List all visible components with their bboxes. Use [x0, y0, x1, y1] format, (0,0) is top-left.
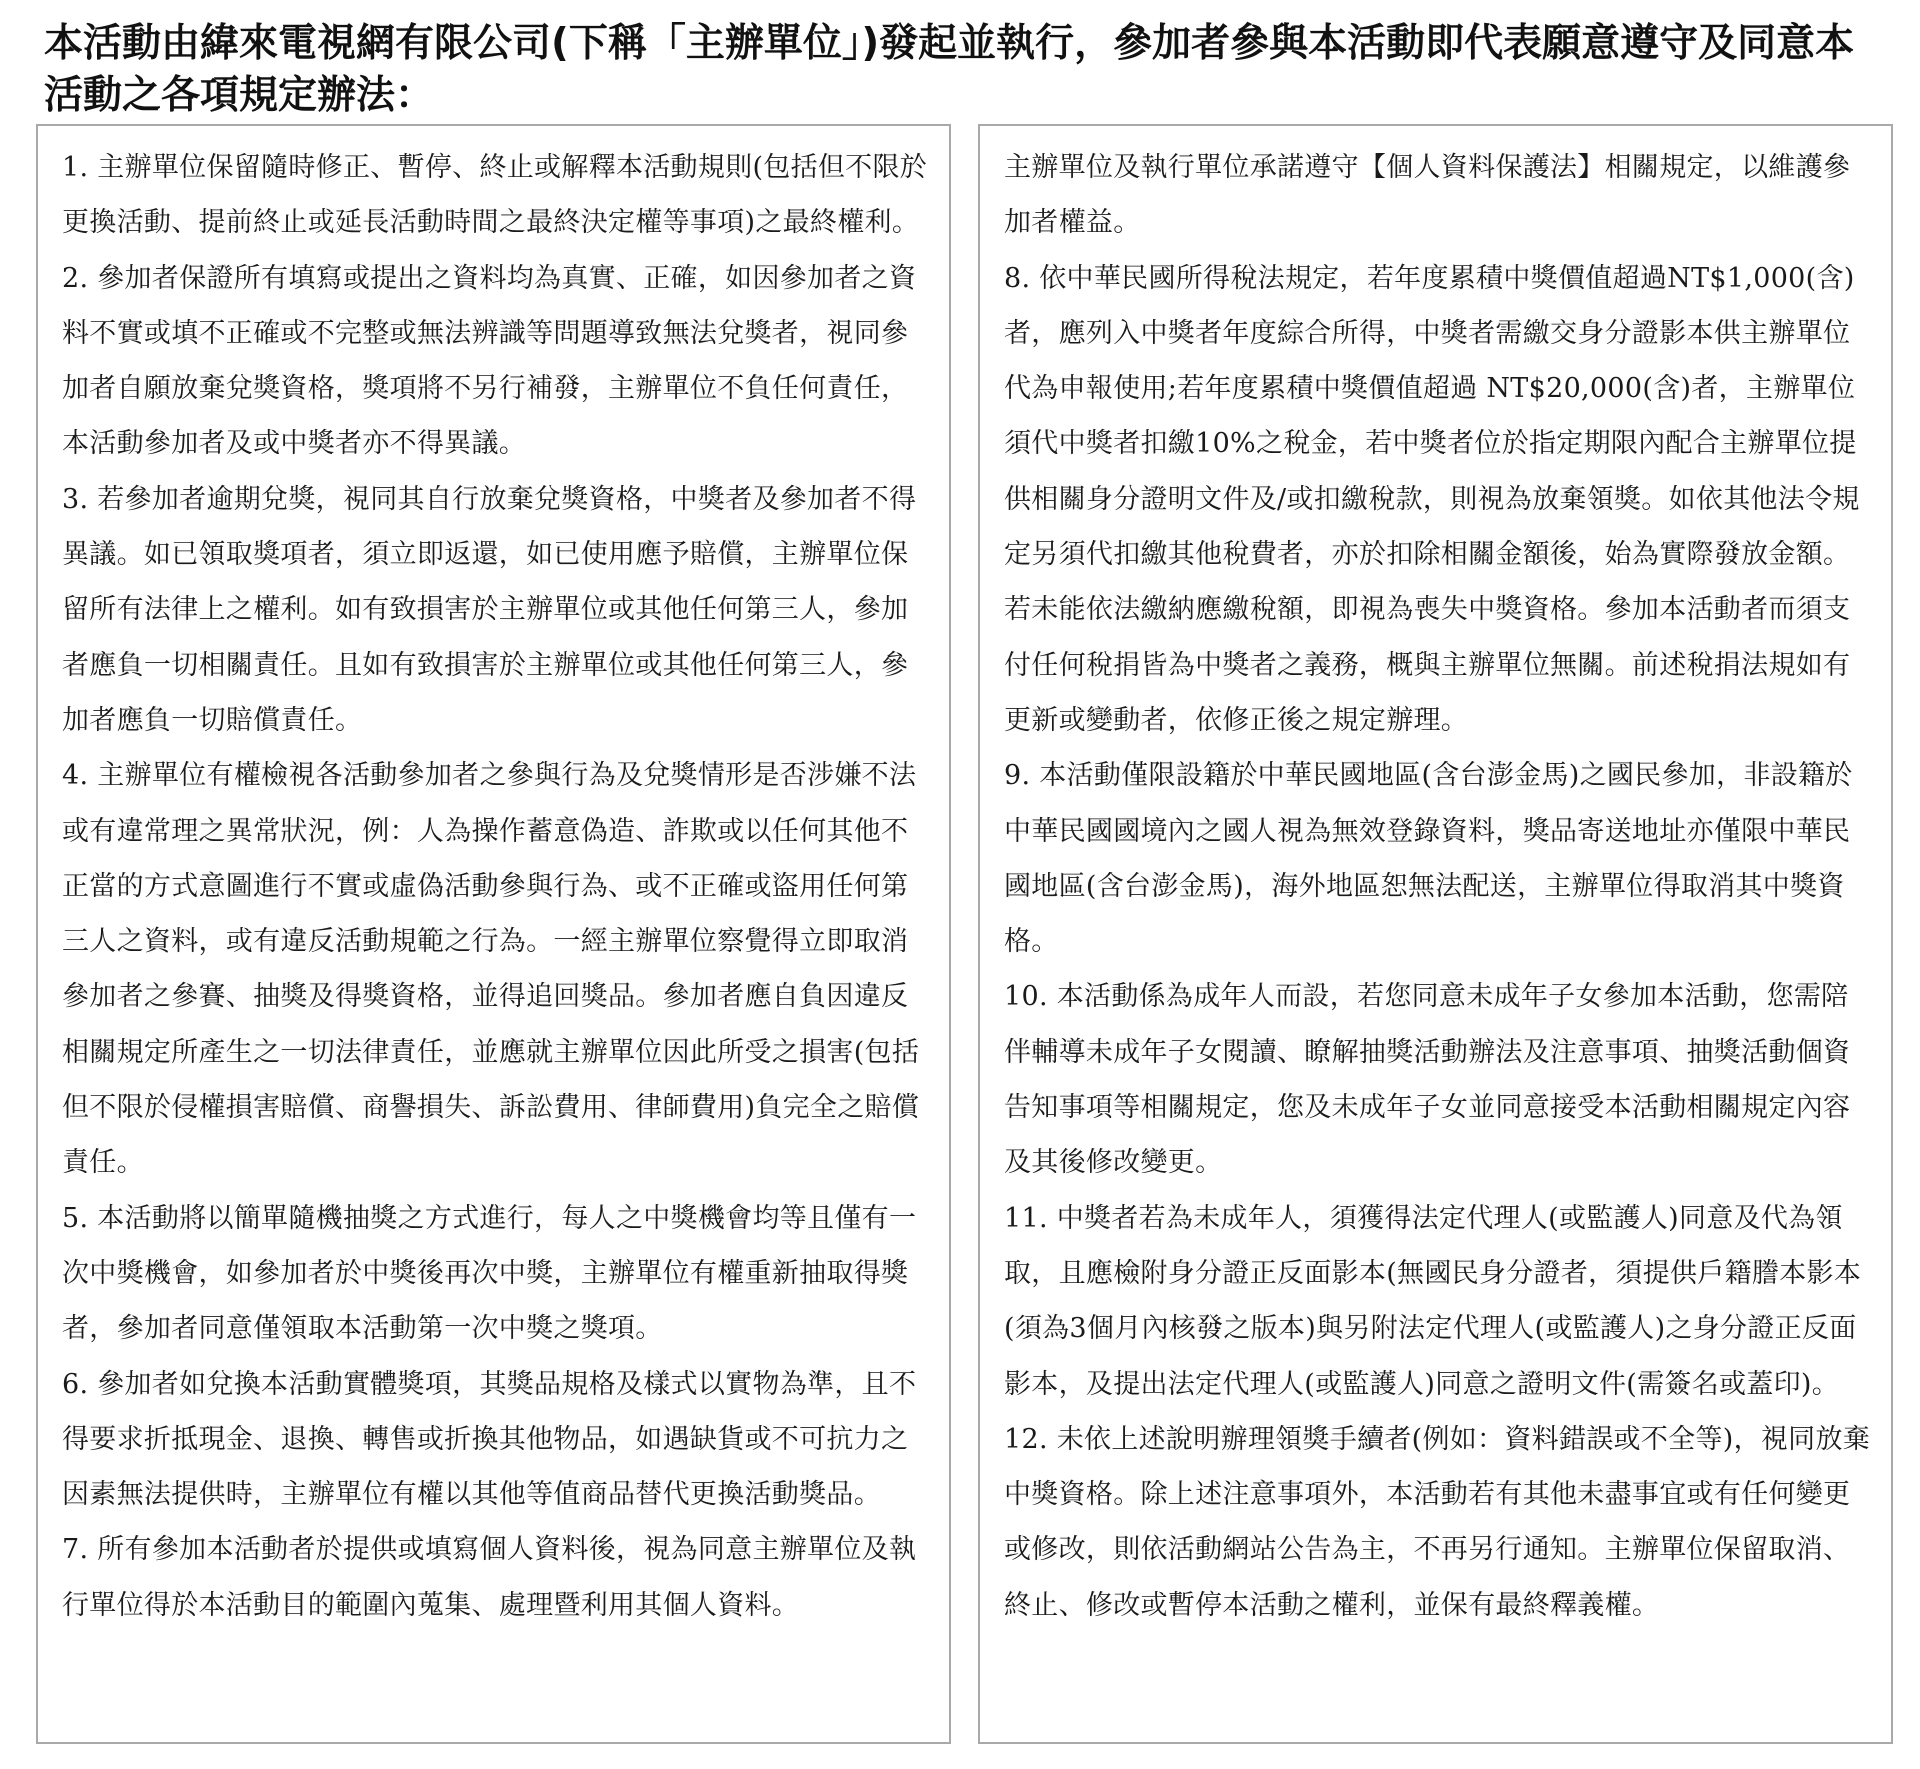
rule-paragraph-2: 2. 參加者保證所有填寫或提出之資料均為真實、正確，如因參加者之資料不實或填不正確或不完整或無法辨識等問題導致無法兌獎者，視同參加者自願放棄兌獎資格，獎項將不另行補發，主辦單位不負任何責任，本活動參加者及或中獎者亦不得異議。	[62, 262, 917, 460]
rule-paragraph-11: 11. 中獎者若為未成年人，須獲得法定代理人(或監護人)同意及代為領取，且應檢附身分證正反面影本(無國民身分證者，須提供戶籍謄本影本(須為3個月內核發之版本)與另附法定代理人(或監護人)之身分證正反面影本，及提出法定代理人(或監護人)同意之證明文件(需簽名或蓋印)。	[1004, 1202, 1862, 1400]
rule-paragraph-5: 5. 本活動將以簡單隨機抽獎之方式進行，每人之中獎機會均等且僅有一次中獎機會，如參加者於中獎後再次中獎，主辦單位有權重新抽取得獎者，參加者同意僅領取本活動第一次中獎之獎項。	[62, 1202, 917, 1345]
page-heading: 本活動由緯來電視網有限公司(下稱「主辦單位」)發起並執行，參加者參與本活動即代表願意遵守及同意本活動之各項規定辦法：	[44, 21, 1855, 118]
rule-paragraph-10: 10. 本活動係為成年人而設，若您同意未成年子女參加本活動，您需陪伴輔導未成年子女閱讀、瞭解抽獎活動辦法及注意事項、抽獎活動個資告知事項等相關規定，您及未成年子女並同意接受本活動相關規定內容及其後修改變更。	[1004, 981, 1851, 1179]
rule-paragraph-3: 3. 若參加者逾期兌獎，視同其自行放棄兌獎資格，中獎者及參加者不得異議。如已領取獎項者，須立即返還，如已使用應予賠償，主辦單位保留所有法律上之權利。如有致損害於主辦單位或其他任何第三人，參加者應負一切相關責任。且如有致損害於主辦單位或其他任何第三人，參加者應負一切賠償責任。	[62, 483, 917, 736]
rule-paragraph-9: 9. 本活動僅限設籍於中華民國地區(含台澎金馬)之國民參加，非設籍於中華民國國境內之國人視為無效登錄資料，獎品寄送地址亦僅限中華民國地區(含台澎金馬)，海外地區恕無法配送，主辦單位得取消其中獎資格。	[1004, 760, 1853, 958]
rule-paragraph-6: 6. 參加者如兌換本活動實體獎項，其獎品規格及樣式以實物為準，且不得要求折抵現金、退換、轉售或折換其他物品，如遇缺貨或不可抗力之因素無法提供時，主辦單位有權以其他等值商品替代更換活動獎品。	[62, 1368, 917, 1511]
rule-paragraph-8: 8. 依中華民國所得稅法規定，若年度累積中獎價值超過NT$1,000(含)者，應列入中獎者年度綜合所得，中獎者需繳交身分證影本供主辦單位代為申報使用;若年度累積中獎價值超過 NT$20,000(含)者，主辦單位須代中獎者扣繳10%之稅金，若中獎者位於指定期限內配合主辦單位提供相關身分證明文件及/或扣繳稅款，則視為放棄領獎。如依其他法令規定另須代扣繳其他稅費者，亦於扣除相關金額後，始為實際發放金額。若未能依法繳納應繳稅額，即視為喪失中獎資格。參加本活動者而須支付任何稅捐皆為中獎者之義務，概與主辦單位無關。前述稅捐法規如有更新或變動者，依修正後之規定辦理。	[1004, 262, 1860, 736]
rules-column-left	[36, 124, 951, 1744]
rule-paragraph-7-continued: 主辦單位及執行單位承諾遵守【個人資料保護法】相關規定，以維護參加者權益。	[1004, 152, 1851, 239]
rule-paragraph-7: 7. 所有參加本活動者於提供或填寫個人資料後，視為同意主辦單位及執行單位得於本活動目的範圍內蒐集、處理暨利用其個人資料。	[62, 1534, 917, 1621]
rule-paragraph-12: 12. 未依上述說明辦理領獎手續者(例如：資料錯誤或不全等)，視同放棄中獎資格。除上述注意事項外，本活動若有其他未盡事宜或有任何變更或修改，則依活動網站公告為主，不再另行通知。主辦單位保留取消、終止、修改或暫停本活動之權利，並保有最終釋義權。	[1004, 1423, 1871, 1621]
rule-paragraph-4: 4. 主辦單位有權檢視各活動參加者之參與行為及兌獎情形是否涉嫌不法或有違常理之異常狀況，例：人為操作蓄意偽造、詐欺或以任何其他不正當的方式意圖進行不實或虛偽活動參與行為、或不正確或盜用任何第三人之資料，或有違反活動規範之行為。一經主辦單位察覺得立即取消參加者之參賽、抽獎及得獎資格，並得追回獎品。參加者應自負因違反相關規定所產生之一切法律責任，並應就主辦單位因此所受之損害(包括但不限於侵權損害賠償、商譽損失、訴訟費用、律師費用)負完全之賠償責任。	[62, 760, 920, 1179]
rules-column-right	[978, 124, 1893, 1744]
rule-paragraph-1: 1. 主辦單位保留隨時修正、暫停、終止或解釋本活動規則(包括但不限於更換活動、提前終止或延長活動時間之最終決定權等事項)之最終權利。	[62, 152, 928, 239]
